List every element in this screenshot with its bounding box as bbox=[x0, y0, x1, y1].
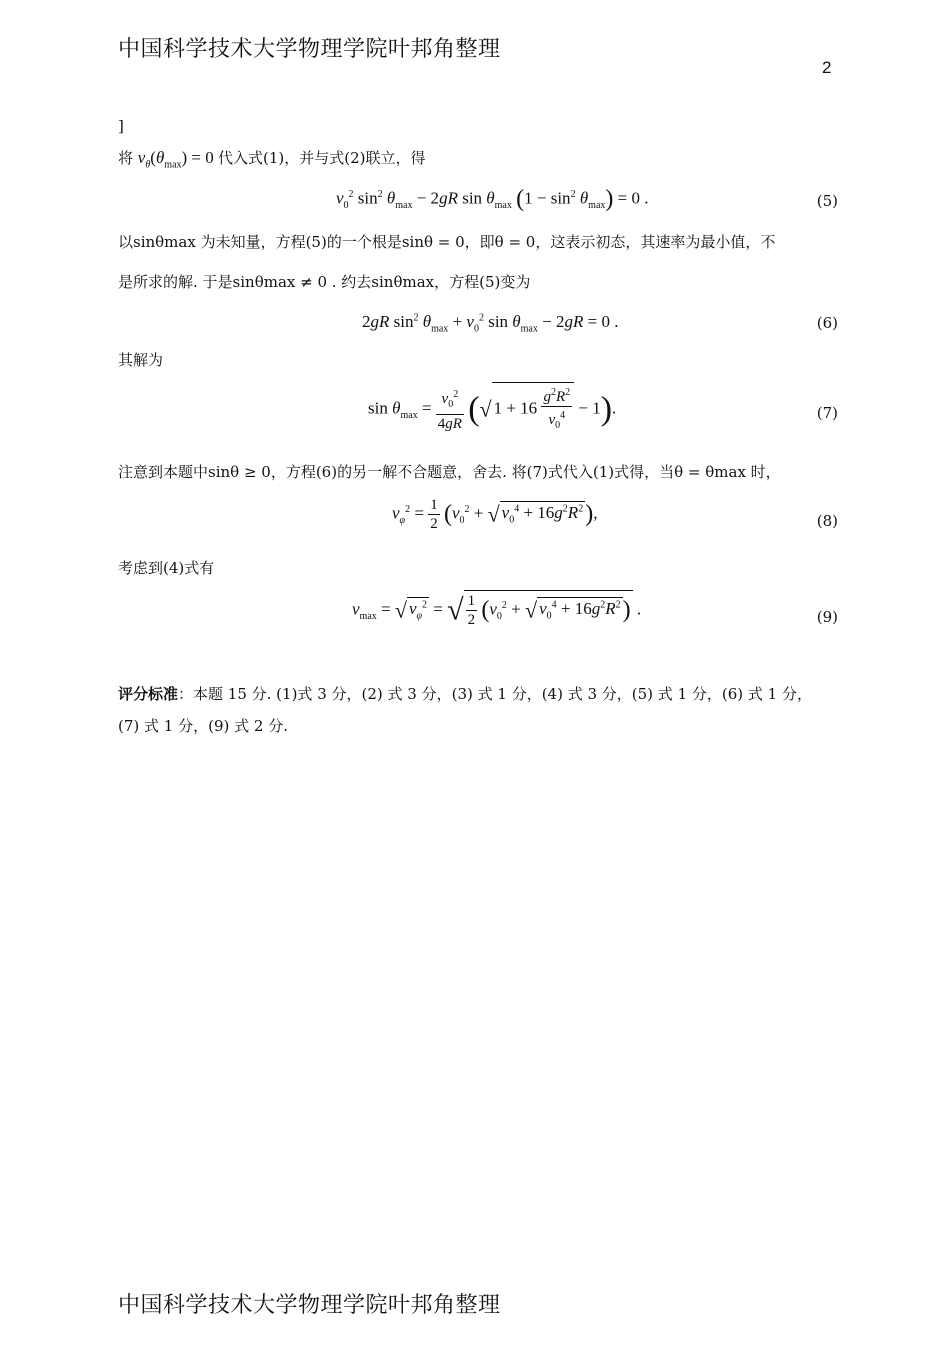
paragraph-1 bbox=[118, 148, 838, 175]
fraction-v0sq-over-4gR: $\frac{v_0^2}{4gR}$ bbox=[436, 386, 464, 433]
equation-5-number: (5) bbox=[816, 192, 838, 210]
grading-text-1: ：本题 15 分. (1)式 3 分，(2) 式 3 分，(3) 式 1 分，(4) 式 3 分，(5) 式 1 分，(6) 式 1 分， bbox=[178, 685, 812, 703]
equation-7 bbox=[118, 382, 838, 444]
equation-9-body: $v_{max}$ = √ $v_\varphi^2$ = √ $\frac{1}{2}$ ($v_0^2$ + √ $v_0^4 + 16g^2R^2$) . bbox=[352, 590, 641, 629]
paragraph-1-pre: 将 bbox=[118, 149, 134, 167]
equation-7-body: $\sin \theta_{max}$ = $\frac{v_0^2}{4gR}$ (√ 1 + 16 $\frac{g^2R^2}{v_0^4}$ − 1). bbox=[368, 382, 616, 435]
page-header: 中国科学技术大学物理学院叶邦角整理 bbox=[118, 37, 501, 62]
equation-6-number: (6) bbox=[816, 314, 838, 332]
equation-9 bbox=[118, 590, 838, 644]
page-footer: 中国科学技术大学物理学院叶邦角整理 bbox=[118, 1293, 501, 1318]
page-number: 2 bbox=[822, 58, 832, 77]
grading-line-2: (7) 式 1 分，(9) 式 2 分. bbox=[118, 717, 288, 735]
equation-5-body: $v_0^2$ $\sin^2 \theta_{max} - 2gR$ $\sin \theta_{max}$ $(1 - \sin^2 \theta_{max}) = 0$ . bbox=[336, 186, 649, 212]
equation-8-body: $v_\varphi^2$ = $\frac{1}{2}$ ($v_0^2$ + √ $v_0^4 + 16g^2R^2$), bbox=[392, 497, 598, 532]
paragraph-1-post: 代入式(1)，并与式(2)联立，得 bbox=[218, 149, 426, 167]
paragraph-2: 以sinθmax 为未知量，方程(5)的一个根是sinθ = 0，即θ = 0，这表示初态，其速率为最小值，不 bbox=[118, 233, 776, 251]
paragraph-5: 注意到本题中sinθ ≥ 0，方程(6)的另一解不合题意，舍去. 将(7)式代入(1)式得，当θ = θmax 时， bbox=[118, 463, 781, 481]
inline-math-vtheta: $v_\theta(\theta_{max}) = 0$ bbox=[137, 148, 219, 171]
paragraph-4: 其解为 bbox=[118, 351, 164, 369]
equation-6-body: 2gR $\sin^2 \theta_{max} + v_0^2$ $\sin \theta_{max} - 2gR = 0$ . bbox=[362, 312, 619, 335]
equation-9-number: (9) bbox=[816, 608, 838, 626]
paragraph-6: 考虑到(4)式有 bbox=[118, 559, 215, 577]
grading-label: 评分标准 bbox=[118, 685, 179, 703]
equation-8 bbox=[118, 496, 838, 548]
stray-bracket: ] bbox=[118, 117, 124, 135]
grading-line-1 bbox=[118, 684, 838, 704]
equation-5 bbox=[118, 186, 838, 236]
equation-8-number: (8) bbox=[816, 512, 838, 530]
paragraph-3: 是所求的解. 于是sinθmax ≠ 0 . 约去sinθmax，方程(5)变为 bbox=[118, 273, 531, 291]
equation-7-number: (7) bbox=[816, 404, 838, 422]
